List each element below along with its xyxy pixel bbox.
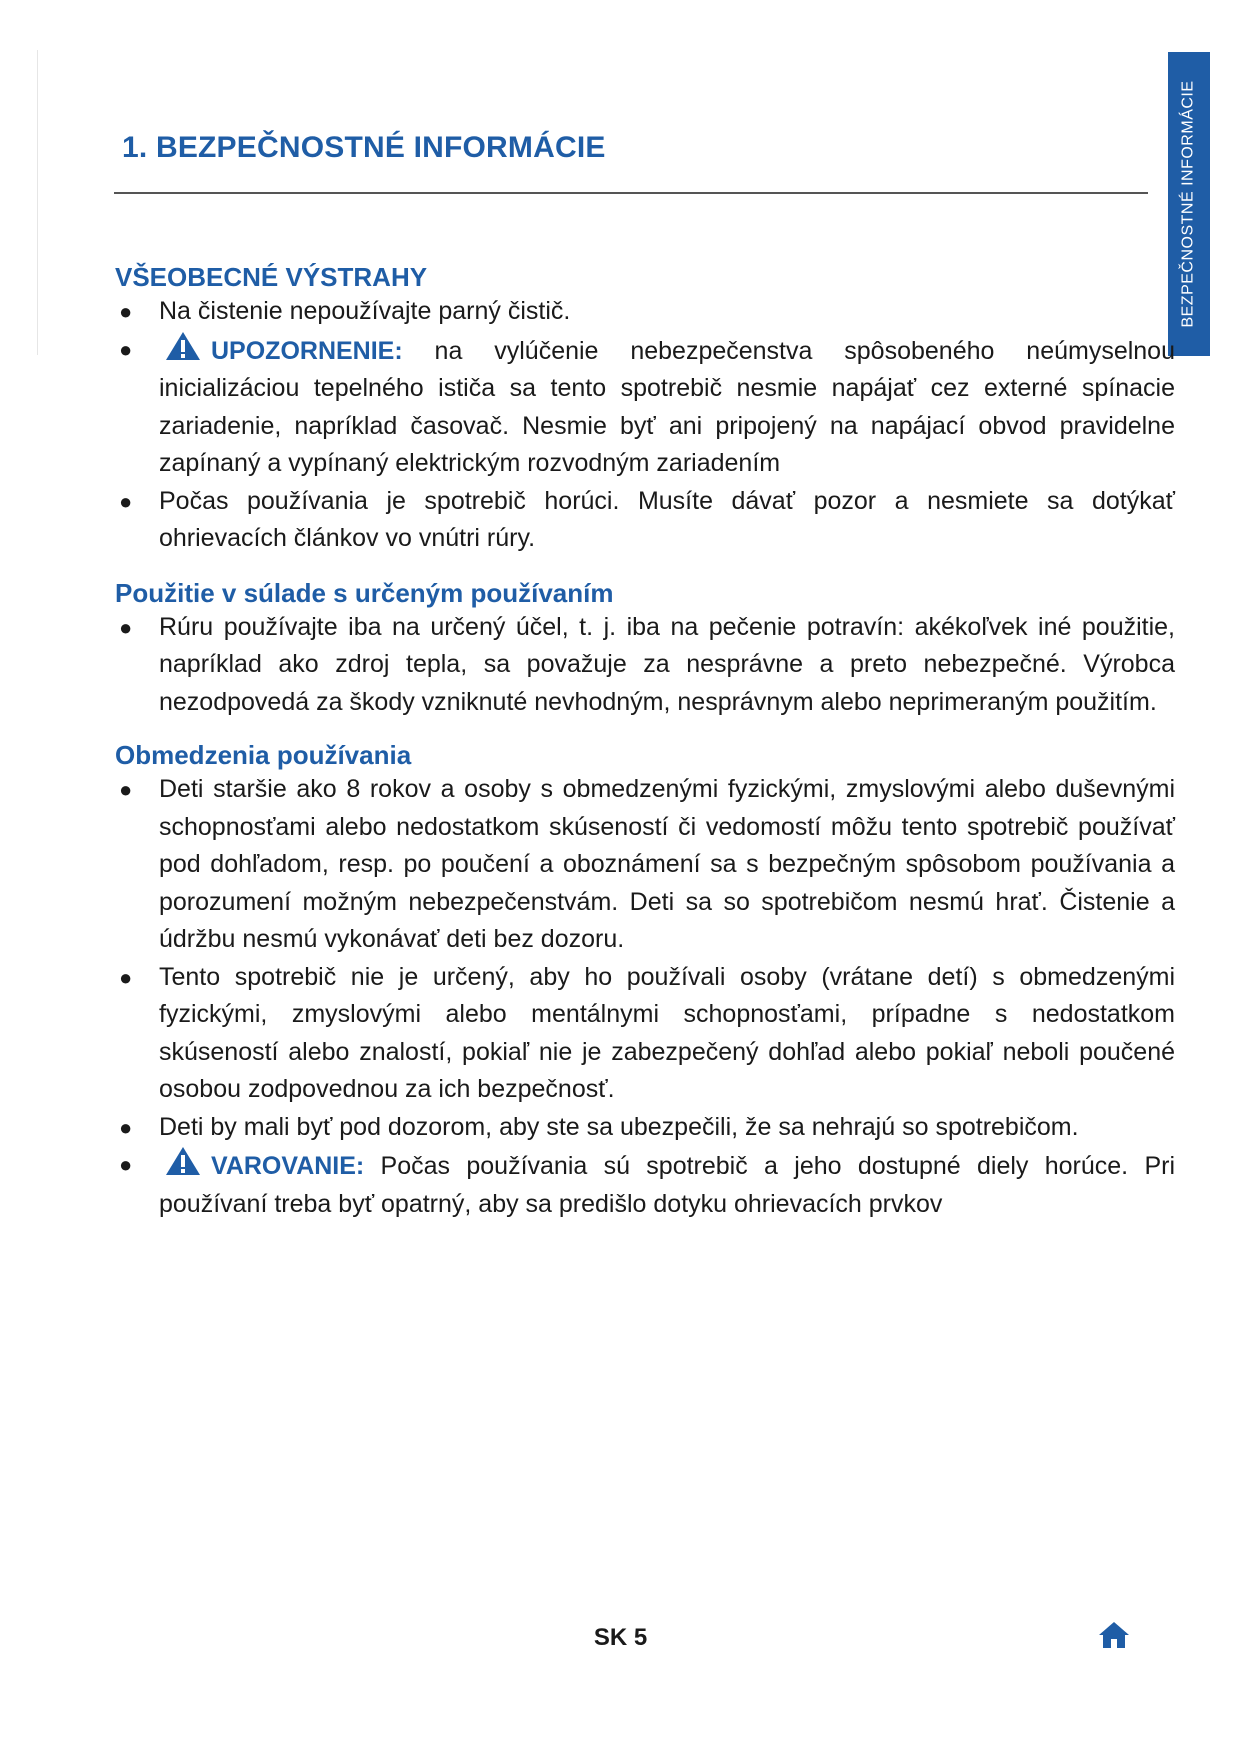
item-text: Na čistenie nepoužívajte parný čistič. (159, 297, 571, 325)
title-divider (114, 192, 1148, 194)
list-item (115, 1146, 1175, 1223)
section-heading-intended-use: Použitie v súlade s určeným používaním (115, 577, 614, 608)
list-item (115, 609, 1175, 722)
warning-icon (165, 1146, 201, 1176)
list-item (115, 1109, 1175, 1147)
intended-use-list (115, 609, 1175, 722)
item-text: Počas používania sú spotrebič a jeho dostupné diely horúce. Pri používaní treba byť opatrný, aby sa predišlo dotyku ohrievacích prvkov (159, 1152, 1175, 1218)
page-number: SK 5 (593, 1624, 648, 1651)
bullet-icon: ● (119, 1152, 133, 1177)
warning-label: VAROVANIE: (211, 1152, 365, 1180)
list-item (115, 293, 1175, 331)
home-icon[interactable] (1098, 1620, 1130, 1650)
section-heading-general-warnings: VŠEOBECNÉ VÝSTRAHY (115, 262, 428, 292)
item-text: Deti staršie ako 8 rokov a osoby s obmedzenými fyzickými, zmyslovými alebo duševnými schopnosťami alebo nedostatkom skúseností či vedomostí môžu tento spotrebič používať pod dohľadom, resp. po poučení a oboznámení sa s bezpečným spôsobom používania a porozumení možným nebezpečenstvám. Deti sa so spotrebičom nesmú hrať. Čistenie a údržbu nesmú vykonávať deti bez dozoru. (159, 775, 1175, 953)
list-item (115, 483, 1175, 558)
item-text: Deti by mali byť pod dozorom, aby ste sa ubezpečili, že sa nehrajú so spotrebičom. (159, 1112, 1079, 1141)
list-item (115, 959, 1175, 1109)
item-text: Tento spotrebič nie je určený, aby ho používali osoby (vrátane detí) s obmedzenými fyzickými, zmyslovými alebo mentálnymi schopnosťami, prípadne s nedostatkom skúseností alebo znalostí, pokiaľ nie je zabezpečený dohľad alebo pokiaľ neboli poučené osobou zodpovednou za ich bezpečnosť. (159, 962, 1175, 1103)
bullet-icon: ● (119, 614, 133, 640)
item-text: Rúru používajte iba na určený účel, t. j. iba na pečenie potravín: akékoľvek iné použitie, napríklad ako zdroj tepla, sa považuje za nesprávne a preto nebezpečné. Výrobca nezodpovedá za škody vzniknuté nevhodným, nesprávnym alebo neprimeraným použitím. (159, 612, 1175, 716)
warning-label: UPOZORNENIE: (211, 336, 403, 365)
bullet-icon: ● (119, 336, 133, 362)
list-item (115, 771, 1175, 959)
warning-icon (165, 331, 201, 361)
item-text: Počas používania je spotrebič horúci. Musíte dávať pozor a nesmiete sa dotýkať ohrievacích článkov vo vnútri rúry. (159, 486, 1175, 552)
page-title: 1. BEZPEČNOSTNÉ INFORMÁCIE (122, 131, 606, 164)
side-tab-label: BEZPEČNOSTNÉ INFORMÁCIE (1180, 80, 1198, 328)
usage-restrictions-list (115, 771, 1175, 1223)
margin-rule (37, 50, 38, 355)
bullet-icon: ● (119, 1114, 133, 1140)
bullet-icon: ● (119, 488, 133, 514)
document-body (115, 262, 1175, 1223)
item-text: na vylúčenie nebezpečenstva spôsobeného neúmyselnou inicializáciou tepelného ističa sa tento spotrebič nesmie napájať cez externé spínacie zariadenie, napríklad časovač. Nesmie byť ani pripojený na napájací obvod pravidelne zapínaný a vypínaný elektrickým rozvodným zariadením (159, 336, 1175, 477)
bullet-icon: ● (119, 777, 133, 802)
section-heading-usage-restrictions: Obmedzenia používania (115, 740, 412, 770)
bullet-icon: ● (119, 299, 133, 324)
general-warnings-list (115, 293, 1175, 558)
bullet-icon: ● (119, 964, 133, 990)
list-item (115, 331, 1175, 483)
